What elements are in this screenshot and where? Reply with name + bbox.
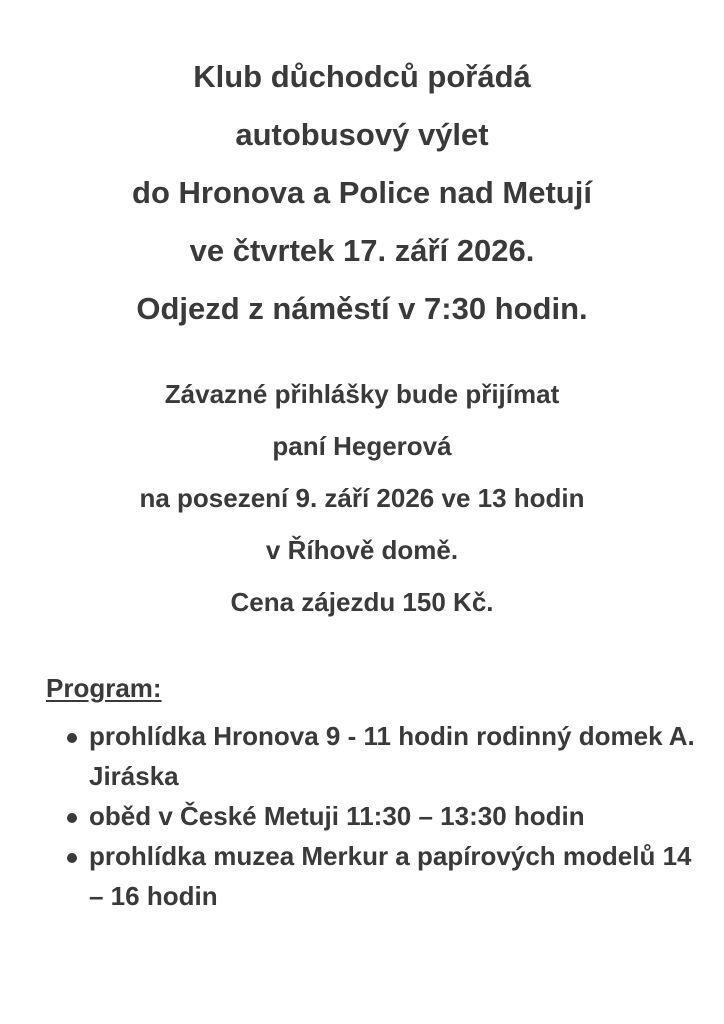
program-list: [64, 716, 704, 916]
heading-line-date: ve čtvrtek 17. září 2026.: [189, 233, 535, 268]
program-item-text: oběd v České Metuji 11:30 – 13:30 hodin: [89, 801, 585, 831]
bullet-icon: [67, 853, 77, 863]
bullet-icon: [67, 813, 77, 823]
bullet-icon: [67, 733, 77, 743]
list-item: [64, 836, 704, 916]
heading-line-destination: do Hronova a Police nad Metují: [132, 175, 592, 210]
program-title: Program:: [46, 673, 162, 703]
signup-info: [0, 368, 724, 628]
heading-line-club: Klub důchodců pořádá: [193, 59, 531, 94]
signup-line-organizer: paní Hegerová: [272, 431, 452, 461]
heading-line-trip: autobusový výlet: [235, 117, 489, 152]
list-item: [64, 716, 704, 796]
announcement-heading: [0, 48, 724, 338]
signup-line-meeting: na posezení 9. září 2026 ve 13 hodin: [139, 483, 585, 513]
signup-line-price: Cena zájezdu 150 Kč.: [230, 587, 494, 617]
list-item: [64, 796, 704, 836]
program-item-text: prohlídka Hronova 9 - 11 hodin rodinný domek A. Jiráska: [89, 721, 695, 791]
signup-line-applications: Závazné přihlášky bude přijímat: [164, 379, 560, 409]
signup-line-place: v Říhově domě.: [265, 535, 459, 565]
heading-line-departure: Odjezd z náměstí v 7:30 hodin.: [136, 291, 588, 326]
program-item-text: prohlídka muzea Merkur a papírových modelů 14 – 16 hodin: [89, 841, 692, 911]
